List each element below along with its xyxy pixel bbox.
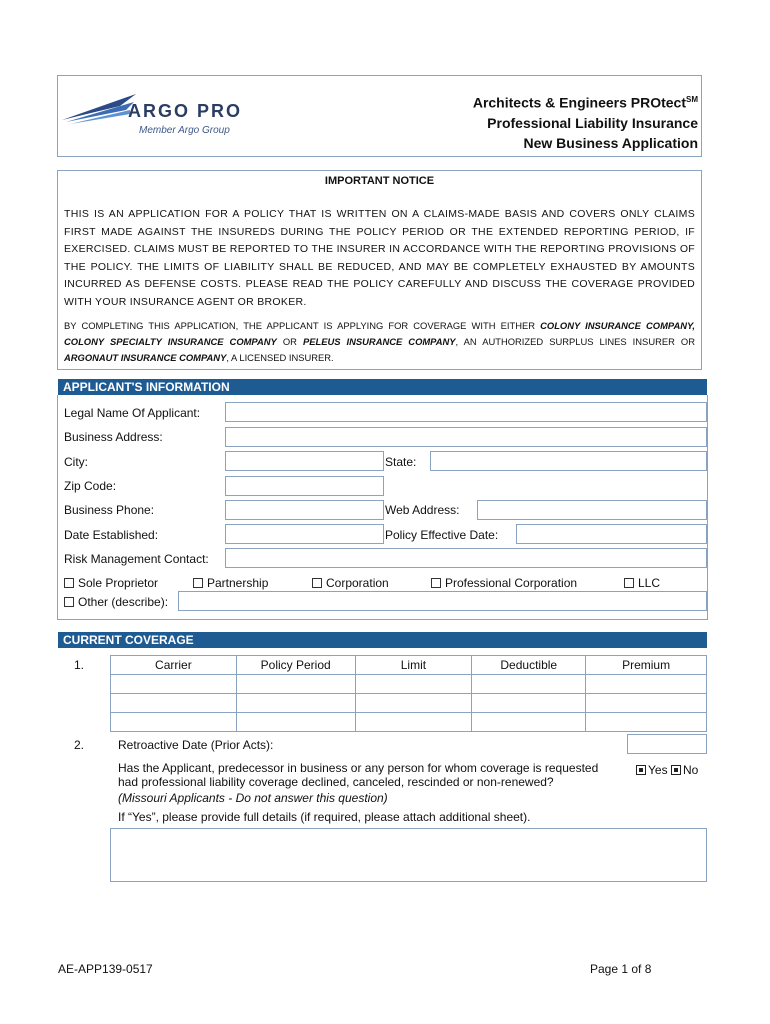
title-line-2: Professional Liability Insurance (487, 114, 698, 131)
table-cell[interactable] (355, 675, 472, 694)
declined-no-option[interactable] (671, 763, 698, 777)
table-cell[interactable] (586, 694, 707, 713)
table-cell[interactable] (355, 713, 472, 732)
other-describe-input[interactable] (178, 591, 707, 611)
question-2-number: 2. (74, 738, 85, 752)
if-yes-instruction: If “Yes”, please provide full details (if required, please attach additional sheet). (118, 810, 531, 824)
legal-name-input[interactable] (225, 402, 707, 422)
coverage-section-header: CURRENT COVERAGE (58, 632, 707, 648)
notice-paragraph-2 (64, 318, 695, 366)
col-policy-period: Policy Period (236, 656, 355, 675)
col-limit: Limit (355, 656, 472, 675)
checkbox-icon[interactable] (624, 578, 634, 588)
details-textarea[interactable] (110, 828, 707, 882)
entity-label: Professional Corporation (445, 576, 578, 590)
web-address-label: Web Address: (385, 503, 460, 517)
yes-label: Yes (648, 763, 668, 777)
entity-other[interactable] (64, 595, 168, 609)
entity-label: Other (describe): (78, 595, 169, 609)
declined-question-line2: had professional liability coverage declined, canceled, rescinded or non-renewed? (118, 775, 554, 789)
table-cell[interactable] (111, 694, 237, 713)
logo-wordmark: ARGO PRO (128, 101, 243, 121)
title-line-3: New Business Application (523, 134, 698, 151)
entity-label: Corporation (326, 576, 389, 590)
entity-llc[interactable] (624, 576, 660, 590)
checkbox-icon[interactable] (64, 597, 74, 607)
table-cell[interactable] (355, 694, 472, 713)
table-cell[interactable] (472, 694, 586, 713)
city-input[interactable] (225, 451, 384, 471)
table-cell[interactable] (111, 675, 237, 694)
entity-partnership[interactable] (193, 576, 268, 590)
table-cell[interactable] (586, 675, 707, 694)
retro-date-input[interactable] (627, 734, 707, 754)
entity-label: Partnership (207, 576, 269, 590)
entity-corporation[interactable] (312, 576, 389, 590)
date-established-input[interactable] (225, 524, 384, 544)
entity-label: Sole Proprietor (78, 576, 159, 590)
checkbox-icon[interactable] (312, 578, 322, 588)
no-label: No (683, 763, 699, 777)
notice-p2-end: , A LICENSED INSURER. (226, 352, 334, 363)
notice-p2-peleus: PELEUS INSURANCE COMPANY (302, 336, 456, 347)
notice-p2-colony: COLONY INSURANCE COMPANY, COLONY SPECIALTY INSURANCE COMPANY (64, 320, 695, 347)
policy-effective-label: Policy Effective Date: (385, 528, 499, 542)
date-established-label: Date Established: (64, 528, 159, 542)
business-address-input[interactable] (225, 427, 707, 447)
table-cell[interactable] (472, 675, 586, 694)
legal-name-label: Legal Name Of Applicant: (64, 406, 201, 420)
table-cell[interactable] (236, 675, 355, 694)
declined-yes-option[interactable] (636, 763, 668, 777)
checkbox-icon[interactable] (671, 765, 681, 775)
business-address-label: Business Address: (64, 430, 163, 444)
checkbox-icon[interactable] (431, 578, 441, 588)
notice-paragraph-1: THIS IS AN APPLICATION FOR A POLICY THAT IS WRITTEN ON A CLAIMS-MADE BASIS AND COVERS ONLY CLAIMS FIRST MADE AGAINST THE INSUREDS DURING THE POLICY PERIOD OR THE EXTENDED REPORTING PERIOD, IF EXERCISED. CLAIMS MUST BE REPORTED TO THE INSURER IN ACCORDANCE WITH THE REPORTING PROVISIONS OF THE POLICY. THE LIMITS OF LIABILITY SHALL BE REDUCED, AND MAY BE COMPLETELY EXHAUSTED BY AMOUNTS INCURRED AS DEFENSE COSTS. PLEASE READ THE POLICY CAREFULLY AND DISCUSS THE COVERAGE PROVIDED WITH YOUR INSURANCE AGENT OR BROKER. (64, 208, 695, 308)
col-premium: Premium (586, 656, 707, 675)
title-line-1: Architects & Engineers PROtect (472, 94, 686, 111)
table-cell[interactable] (586, 713, 707, 732)
missouri-note: (Missouri Applicants - Do not answer this question) (118, 791, 388, 805)
state-label: State: (385, 455, 417, 469)
entity-professional-corporation[interactable] (431, 576, 577, 590)
entity-label: LLC (638, 576, 661, 590)
zip-input[interactable] (225, 476, 384, 496)
notice-p2-text: BY COMPLETING THIS APPLICATION, THE APPLICANT IS APPLYING FOR COVERAGE WITH EITHER (64, 320, 541, 331)
policy-effective-input[interactable] (516, 524, 707, 544)
table-cell[interactable] (236, 694, 355, 713)
notice-p2-or: OR (276, 336, 303, 347)
question-1-number: 1. (74, 658, 85, 672)
table-row (111, 713, 707, 732)
web-address-input[interactable] (477, 500, 707, 520)
declined-question-line1: Has the Applicant, predecessor in business or any person for whom coverage is requested (118, 761, 599, 775)
service-mark: SM (686, 95, 698, 104)
table-row (111, 675, 707, 694)
risk-contact-label: Risk Management Contact: (64, 552, 209, 566)
retro-date-label: Retroactive Date (Prior Acts): (118, 738, 274, 752)
col-deductible: Deductible (472, 656, 586, 675)
table-cell[interactable] (472, 713, 586, 732)
checkbox-icon[interactable] (636, 765, 646, 775)
checkbox-icon[interactable] (193, 578, 203, 588)
document-title (473, 90, 698, 153)
risk-contact-input[interactable] (225, 548, 707, 568)
form-code: AE-APP139-0517 (58, 962, 153, 976)
table-cell[interactable] (111, 713, 237, 732)
applicant-section-header: APPLICANT'S INFORMATION (58, 379, 707, 395)
col-carrier: Carrier (111, 656, 237, 675)
state-input[interactable] (430, 451, 707, 471)
entity-sole-proprietor[interactable] (64, 576, 158, 590)
business-phone-input[interactable] (225, 500, 384, 520)
table-row (111, 694, 707, 713)
city-label: City: (64, 455, 88, 469)
notice-title: IMPORTANT NOTICE (324, 175, 435, 187)
logo-tagline: Member Argo Group (139, 125, 230, 136)
coverage-table (110, 655, 707, 732)
zip-label: Zip Code: (64, 479, 117, 493)
checkbox-icon[interactable] (64, 578, 74, 588)
page-number: Page 1 of 8 (590, 962, 652, 976)
notice-p2-text2: , AN AUTHORIZED SURPLUS LINES INSURER OR (455, 336, 695, 347)
business-phone-label: Business Phone: (64, 503, 155, 517)
table-cell[interactable] (236, 713, 355, 732)
notice-p2-argonaut: ARGONAUT INSURANCE COMPANY (64, 352, 227, 363)
